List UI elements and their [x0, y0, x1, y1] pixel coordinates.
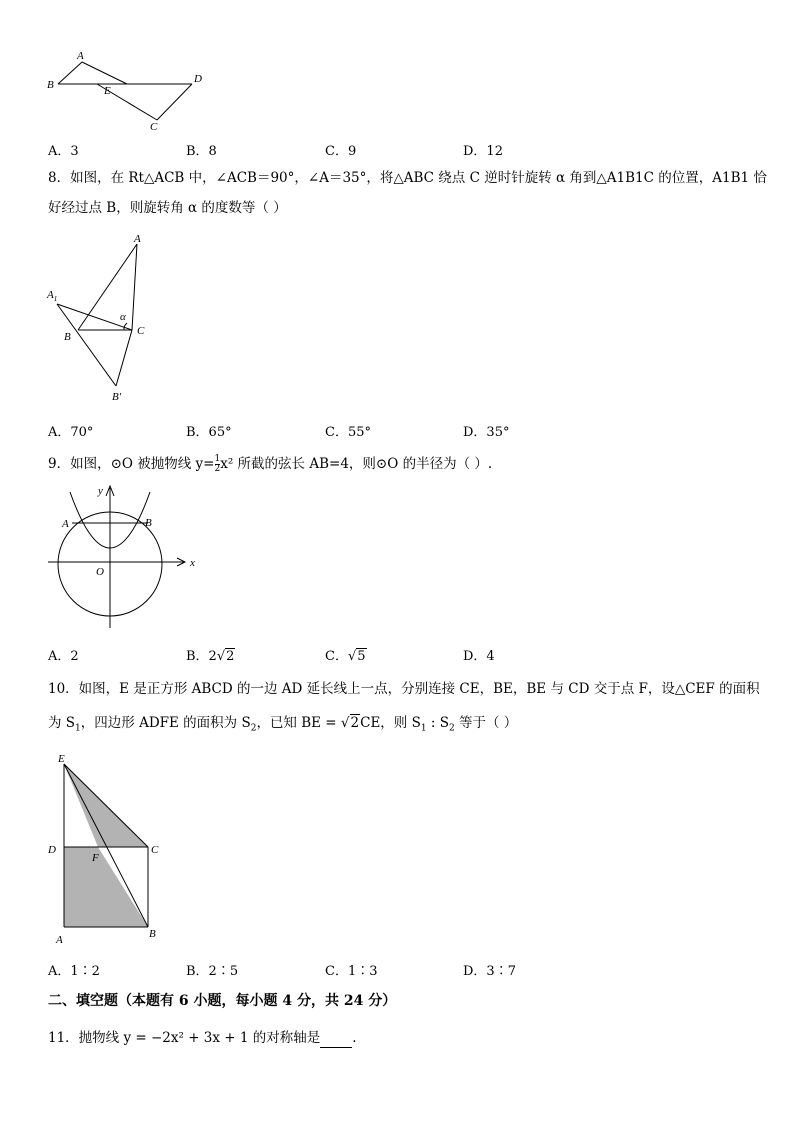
q7-label-d: D	[194, 73, 202, 85]
q7-option-c[interactable]: C．9	[325, 144, 357, 159]
q10-sub-3: 1	[420, 723, 427, 734]
q10-label-a: A	[56, 934, 63, 946]
q7-option-b[interactable]: B．8	[186, 144, 217, 159]
q9-option-b[interactable]	[186, 645, 235, 664]
q10-stem-line1: 10．如图，E 是正方形 ABCD 的一边 AD 延长线上一点，分别连接 CE，BE，BE 与 CD 交于点 F，设△CEF 的面积	[48, 681, 760, 697]
q8-label-c: C	[137, 325, 145, 337]
q9-stem	[48, 454, 492, 474]
q8-stem-line2: 好经过点 B，则旋转角 α 的度数等（ ）	[48, 200, 287, 216]
q9-option-c[interactable]	[325, 645, 367, 664]
q10-option-c[interactable]: C．1∶3	[325, 964, 378, 979]
q9-option-c-root: 5	[357, 649, 366, 664]
q9-frac-num: 1	[214, 454, 221, 464]
q10-text-c: ，已知 BE =	[256, 715, 341, 731]
q8-label-a: A	[134, 233, 141, 245]
section-heading: 二、填空题（本题有 6 小题，每小题 4 分，共 24 分）	[48, 993, 397, 1009]
q10-option-d[interactable]: D．3∶7	[463, 964, 516, 979]
q10-root: 2	[350, 715, 360, 731]
q9-stem-pre: 9．如图，⊙O 被抛物线 y=	[48, 456, 215, 472]
q10-text-a: 为 S	[48, 715, 76, 731]
q7-option-a[interactable]: A．3	[48, 144, 79, 159]
q7-label-e: E	[104, 85, 111, 97]
q7-label-a: A	[77, 50, 84, 62]
q7-figure	[42, 48, 212, 136]
q11-stem-post: .	[352, 1030, 357, 1046]
q9-figure	[44, 480, 204, 632]
q10-option-b[interactable]: B．2∶5	[186, 964, 239, 979]
q9-frac-den: 2	[214, 464, 221, 474]
sqrt-icon: √	[216, 649, 226, 664]
q10-text-e: : S	[426, 715, 449, 731]
q8-option-a[interactable]: A．70°	[48, 425, 94, 440]
q10-figure	[44, 748, 174, 948]
q10-text-b: ，四边形 ADFE 的面积为 S	[80, 715, 251, 731]
q10-sub-4: 2	[448, 723, 455, 734]
q8-option-b[interactable]: B．65°	[186, 425, 232, 440]
q8-label-b: B	[64, 331, 71, 343]
q10-text-d: CE，则 S	[360, 715, 421, 731]
q8-label-alpha: α	[120, 311, 126, 323]
q9-label-b: B	[145, 517, 152, 529]
q10-label-f: F	[92, 852, 99, 864]
q8-figure	[44, 228, 164, 404]
sqrt-icon: √	[347, 649, 357, 664]
q10-sub-2: 2	[250, 723, 257, 734]
q9-label-a: A	[62, 518, 69, 530]
q8-option-d[interactable]: D．35°	[463, 425, 510, 440]
q9-option-b-text: B．2	[186, 649, 217, 664]
q8-label-bprime: B′	[112, 391, 122, 403]
q9-option-a[interactable]: A．2	[48, 649, 79, 664]
q7-label-c: C	[150, 121, 158, 133]
q11-stem	[48, 1028, 357, 1048]
q9-label-y: y	[98, 485, 103, 497]
q9-option-c-text: C．	[325, 649, 348, 664]
q7-label-b: B	[47, 79, 54, 91]
q8-option-c[interactable]: C．55°	[325, 425, 371, 440]
q10-text-f: 等于（ ）	[454, 715, 518, 731]
q10-label-b: B	[149, 928, 156, 940]
q9-option-d[interactable]: D．4	[463, 649, 495, 664]
q10-option-a[interactable]: A．1∶2	[48, 964, 100, 979]
q9-stem-post: x² 所截的弦长 AB=4，则⊙O 的半径为（ ）.	[220, 456, 493, 472]
q11-answer-blank[interactable]	[320, 1033, 352, 1048]
sqrt-icon: √	[340, 715, 350, 731]
q10-label-d: D	[48, 844, 56, 856]
q11-stem-pre: 11．抛物线 y = −2x² + 3x + 1 的对称轴是	[48, 1030, 321, 1046]
q10-stem-line2	[48, 713, 517, 739]
q9-label-x: x	[190, 557, 195, 569]
q7-option-d[interactable]: D．12	[463, 144, 503, 159]
q10-sub-1: 1	[75, 723, 81, 734]
q9-option-b-root: 2	[226, 649, 235, 664]
q8-stem-line1: 8．如图，在 Rt△ACB 中，∠ACB＝90°，∠A＝35°，将△ABC 绕点 C 逆时针旋转 α 角到△A1B1C 的位置，A1B1 恰	[48, 170, 767, 186]
q9-label-o: O	[96, 566, 104, 578]
q10-label-c: C	[151, 844, 159, 856]
q10-label-e: E	[58, 753, 65, 765]
q8-label-a1: $A_1$	[47, 289, 58, 303]
